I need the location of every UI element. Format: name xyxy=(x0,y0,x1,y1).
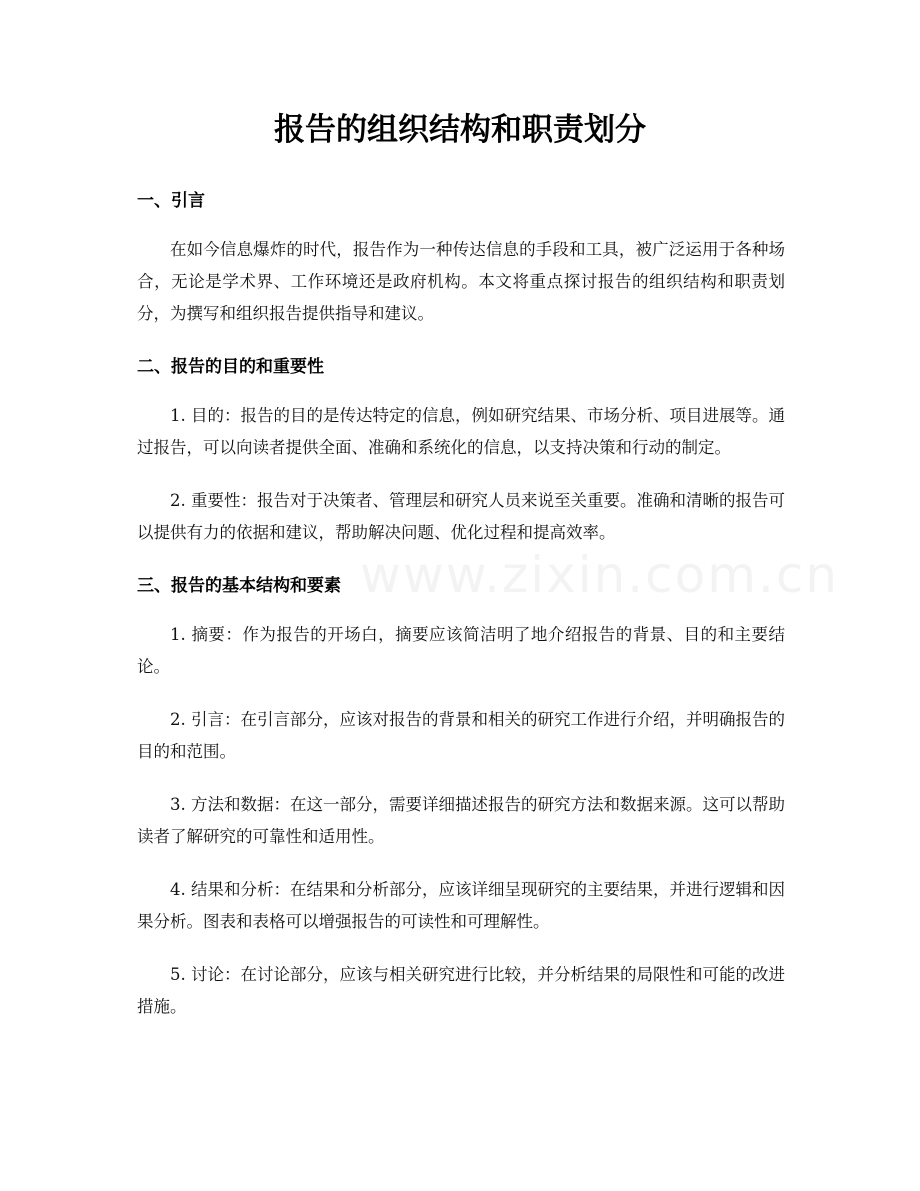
document-title: 报告的组织结构和职责划分 xyxy=(274,112,646,148)
section-heading-purpose: 二、报告的目的和重要性 xyxy=(137,357,324,377)
abstract-paragraph: 1. 摘要：作为报告的开场白，摘要应该简洁明了地介绍报告的背景、目的和主要结论。 xyxy=(137,625,785,676)
section-heading-structure: 三、报告的基本结构和要素 xyxy=(137,576,341,596)
section-heading-intro: 一、引言 xyxy=(137,191,205,211)
intro-paragraph: 在如今信息爆炸的时代，报告作为一种传达信息的手段和工具，被广泛运用于各种场合，无论是学术界、工作环境还是政府机构。本文将重点探讨报告的组织结构和职责划分，为撰写和组织报告提供指导和建议。 xyxy=(137,240,785,323)
results-paragraph: 4. 结果和分析：在结果和分析部分，应该详细呈现研究的主要结果，并进行逻辑和因果分析。图表和表格可以增强报告的可读性和可理解性。 xyxy=(137,880,785,931)
watermark: www.zixin.com.cn xyxy=(360,546,840,604)
methods-paragraph: 3. 方法和数据：在这一部分，需要详细描述报告的研究方法和数据来源。这可以帮助读者了解研究的可靠性和适用性。 xyxy=(137,795,785,846)
purpose-paragraph: 1. 目的：报告的目的是传达特定的信息，例如研究结果、市场分析、项目进展等。通过报告，可以向读者提供全面、准确和系统化的信息，以支持决策和行动的制定。 xyxy=(137,406,785,457)
introduction-paragraph: 2. 引言：在引言部分，应该对报告的背景和相关的研究工作进行介绍，并明确报告的目的和范围。 xyxy=(137,710,785,761)
importance-paragraph: 2. 重要性：报告对于决策者、管理层和研究人员来说至关重要。准确和清晰的报告可以提供有力的依据和建议，帮助解决问题、优化过程和提高效率。 xyxy=(137,491,785,542)
discussion-paragraph: 5. 讨论：在讨论部分，应该与相关研究进行比较，并分析结果的局限性和可能的改进措施。 xyxy=(137,965,785,1016)
document-body xyxy=(137,186,785,1023)
